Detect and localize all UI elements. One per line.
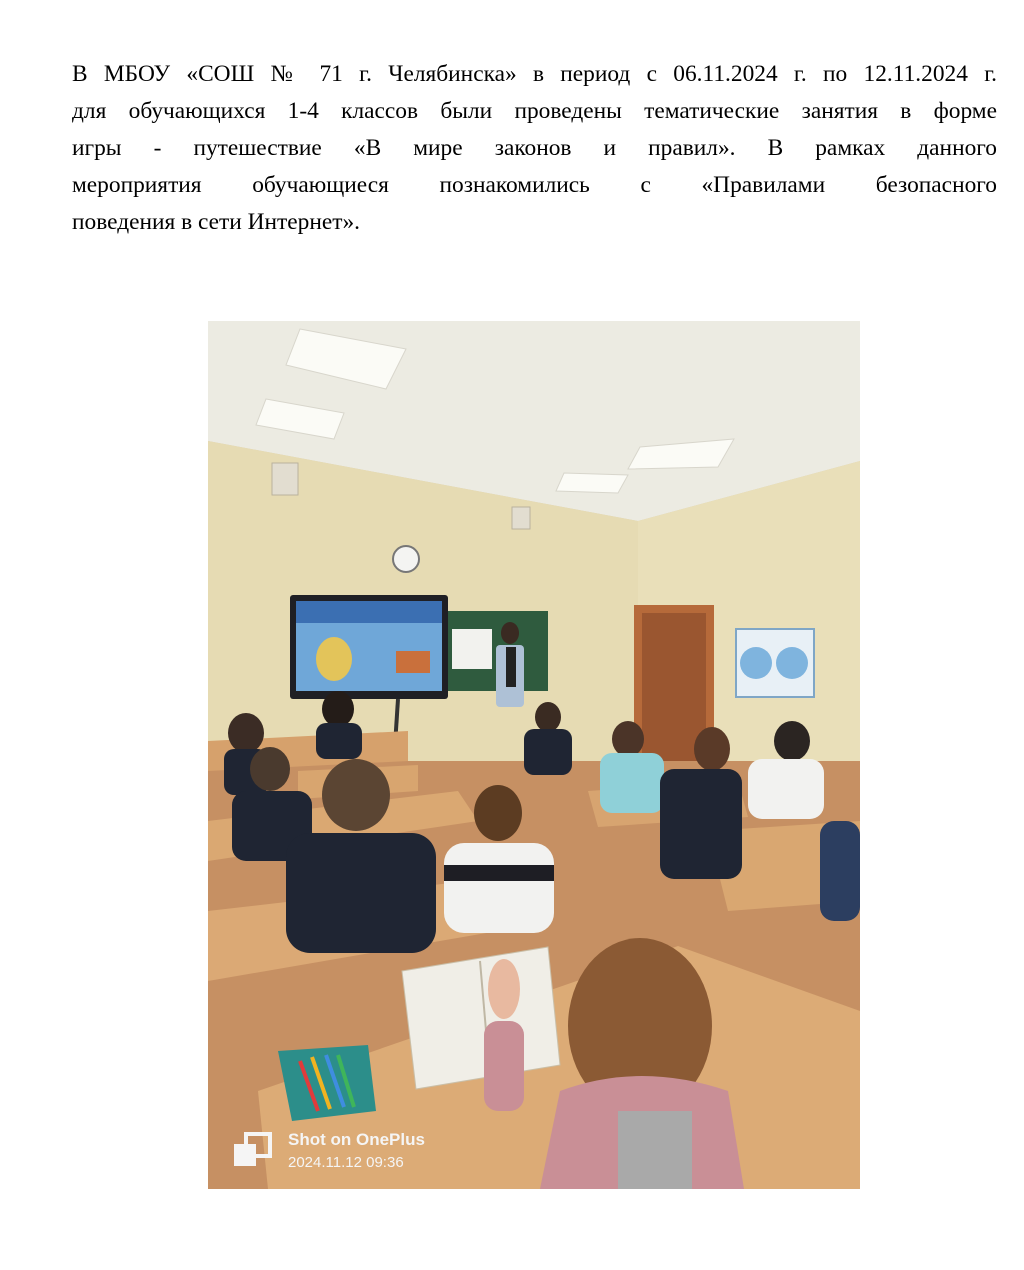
classroom-illustration [208, 321, 860, 1189]
paragraph-line-1: В МБОУ «СОШ № 71 г. Челябинска» в период с 06.11.2024 г. по 12.11.2024 г. [72, 61, 997, 87]
watermark-timestamp: 2024.11.12 09:36 [288, 1154, 404, 1171]
paragraph-line-4: мероприятия обучающиеся познакомились с «Правилами безопасного [72, 172, 997, 198]
document-text [72, 56, 997, 241]
watermark-brand: Shot on OnePlus [288, 1130, 425, 1149]
classroom-photo [208, 321, 860, 1189]
paragraph-line-3: игры - путешествие «В мире законов и правил». В рамках данного [72, 135, 997, 161]
paragraph-line-2: для обучающихся 1-4 классов были проведены тематические занятия в форме [72, 98, 997, 124]
camera-brand-logo-icon [232, 1132, 272, 1168]
paragraph-line-5: поведения в сети Интернет». [72, 209, 361, 235]
